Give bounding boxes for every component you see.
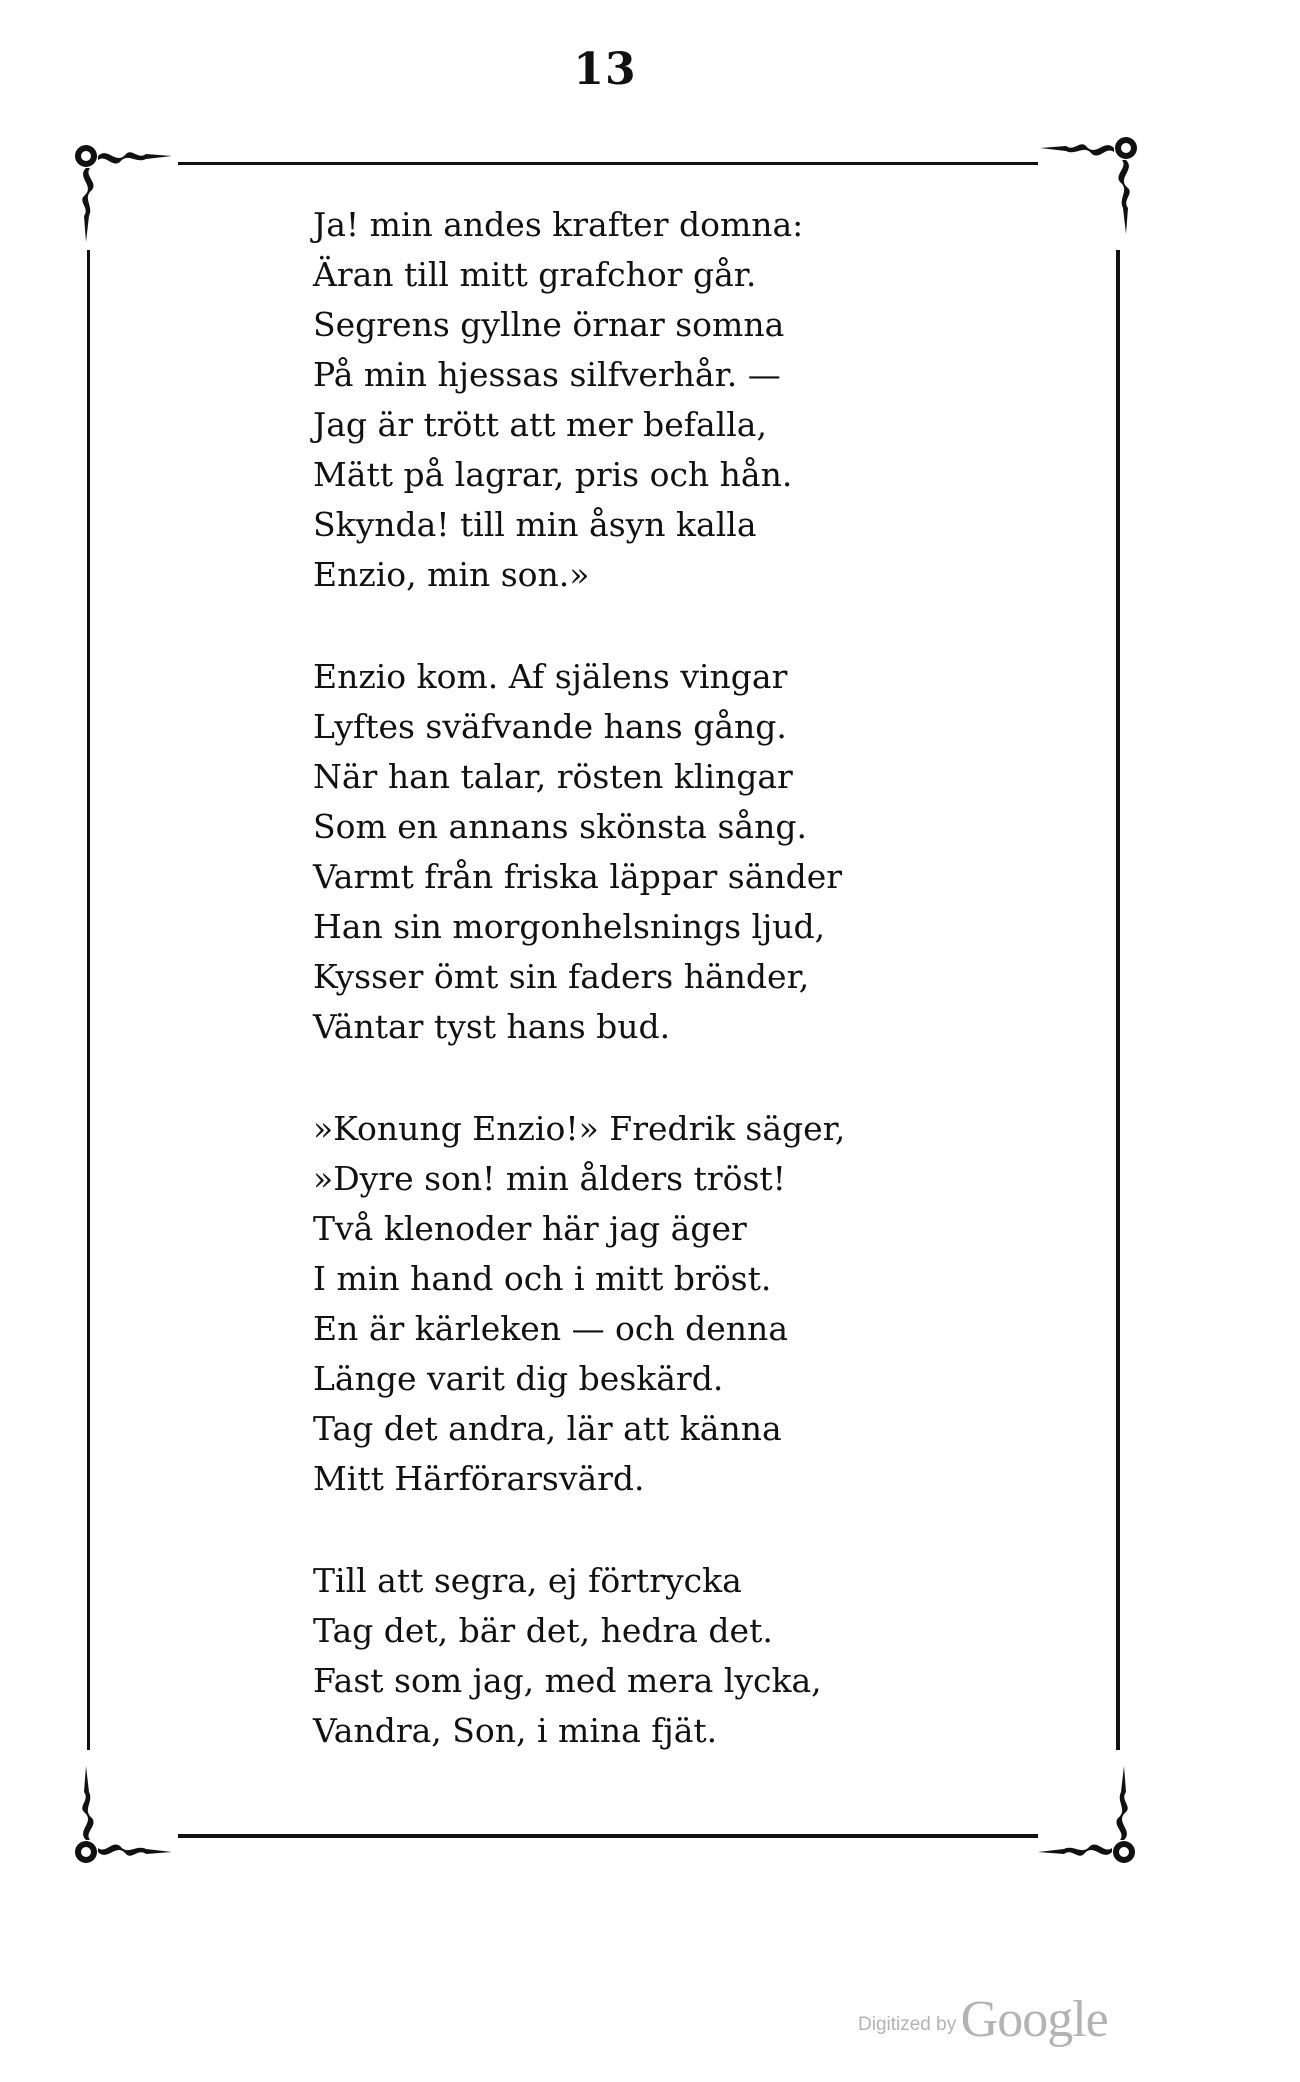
frame-rule-bottom: [178, 1834, 1038, 1838]
verse-line: Skynda! till min åsyn kalla: [313, 505, 757, 544]
verse-line: Tag det andra, lär att känna: [313, 1409, 782, 1448]
watermark-brand: Google: [960, 1991, 1108, 2048]
corner-ornament-icon: [1028, 1756, 1138, 1866]
verse-line: Jag är trött att mer befalla,: [313, 405, 767, 444]
page-number: 13: [573, 44, 637, 95]
verse-line: Till att segra, ej förtrycka: [313, 1561, 742, 1600]
stanza-1: [313, 200, 933, 600]
verse-line: Kysser ömt sin faders händer,: [313, 957, 810, 996]
corner-ornament-icon: [72, 142, 182, 252]
verse-line: Lyftes sväfvande hans gång.: [313, 707, 787, 746]
verse-line: Två klenoder här jag äger: [313, 1209, 747, 1248]
corner-ornament-icon: [72, 1756, 182, 1866]
verse-line: När han talar, rösten klingar: [313, 757, 793, 796]
verse-line: I min hand och i mitt bröst.: [313, 1259, 772, 1298]
frame-rule-left: [87, 250, 90, 1750]
stanza-3: [313, 1104, 933, 1504]
verse-line: Varmt från friska läppar sänder: [313, 857, 843, 896]
digitized-watermark: [858, 1990, 1108, 2049]
verse-line: Ja! min andes krafter domna:: [313, 205, 804, 244]
verse-line: Väntar tyst hans bud.: [313, 1007, 671, 1046]
frame-rule-top: [178, 162, 1038, 165]
poem-text: [313, 200, 933, 1808]
verse-line: Äran till mitt grafchor går.: [313, 255, 757, 294]
verse-line: »Konung Enzio!» Fredrik säger,: [313, 1109, 846, 1148]
stanza-2: [313, 652, 933, 1052]
stanza-4: [313, 1556, 933, 1756]
verse-line: Länge varit dig beskärd.: [313, 1359, 724, 1398]
verse-line: En är kärleken — och denna: [313, 1309, 788, 1348]
verse-line: Vandra, Son, i mina fjät.: [313, 1711, 718, 1750]
verse-line: Enzio kom. Af själens vingar: [313, 657, 788, 696]
verse-line: Tag det, bär det, hedra det.: [313, 1611, 773, 1650]
verse-line: På min hjessas silfverhår. —: [313, 355, 781, 394]
verse-line: »Dyre son! min ålders tröst!: [313, 1159, 786, 1198]
verse-line: Mätt på lagrar, pris och hån.: [313, 455, 793, 494]
corner-ornament-icon: [1030, 134, 1140, 244]
verse-line: Han sin morgonhelsnings ljud,: [313, 907, 826, 946]
verse-line: Som en annans skönsta sång.: [313, 807, 807, 846]
frame-rule-right: [1116, 250, 1120, 1750]
watermark-prefix: Digitized by: [858, 2014, 957, 2035]
verse-line: Mitt Härförarsvärd.: [313, 1459, 645, 1498]
verse-line: Fast som jag, med mera lycka,: [313, 1661, 822, 1700]
verse-line: Enzio, min son.»: [313, 555, 590, 594]
verse-line: Segrens gyllne örnar somna: [313, 305, 785, 344]
